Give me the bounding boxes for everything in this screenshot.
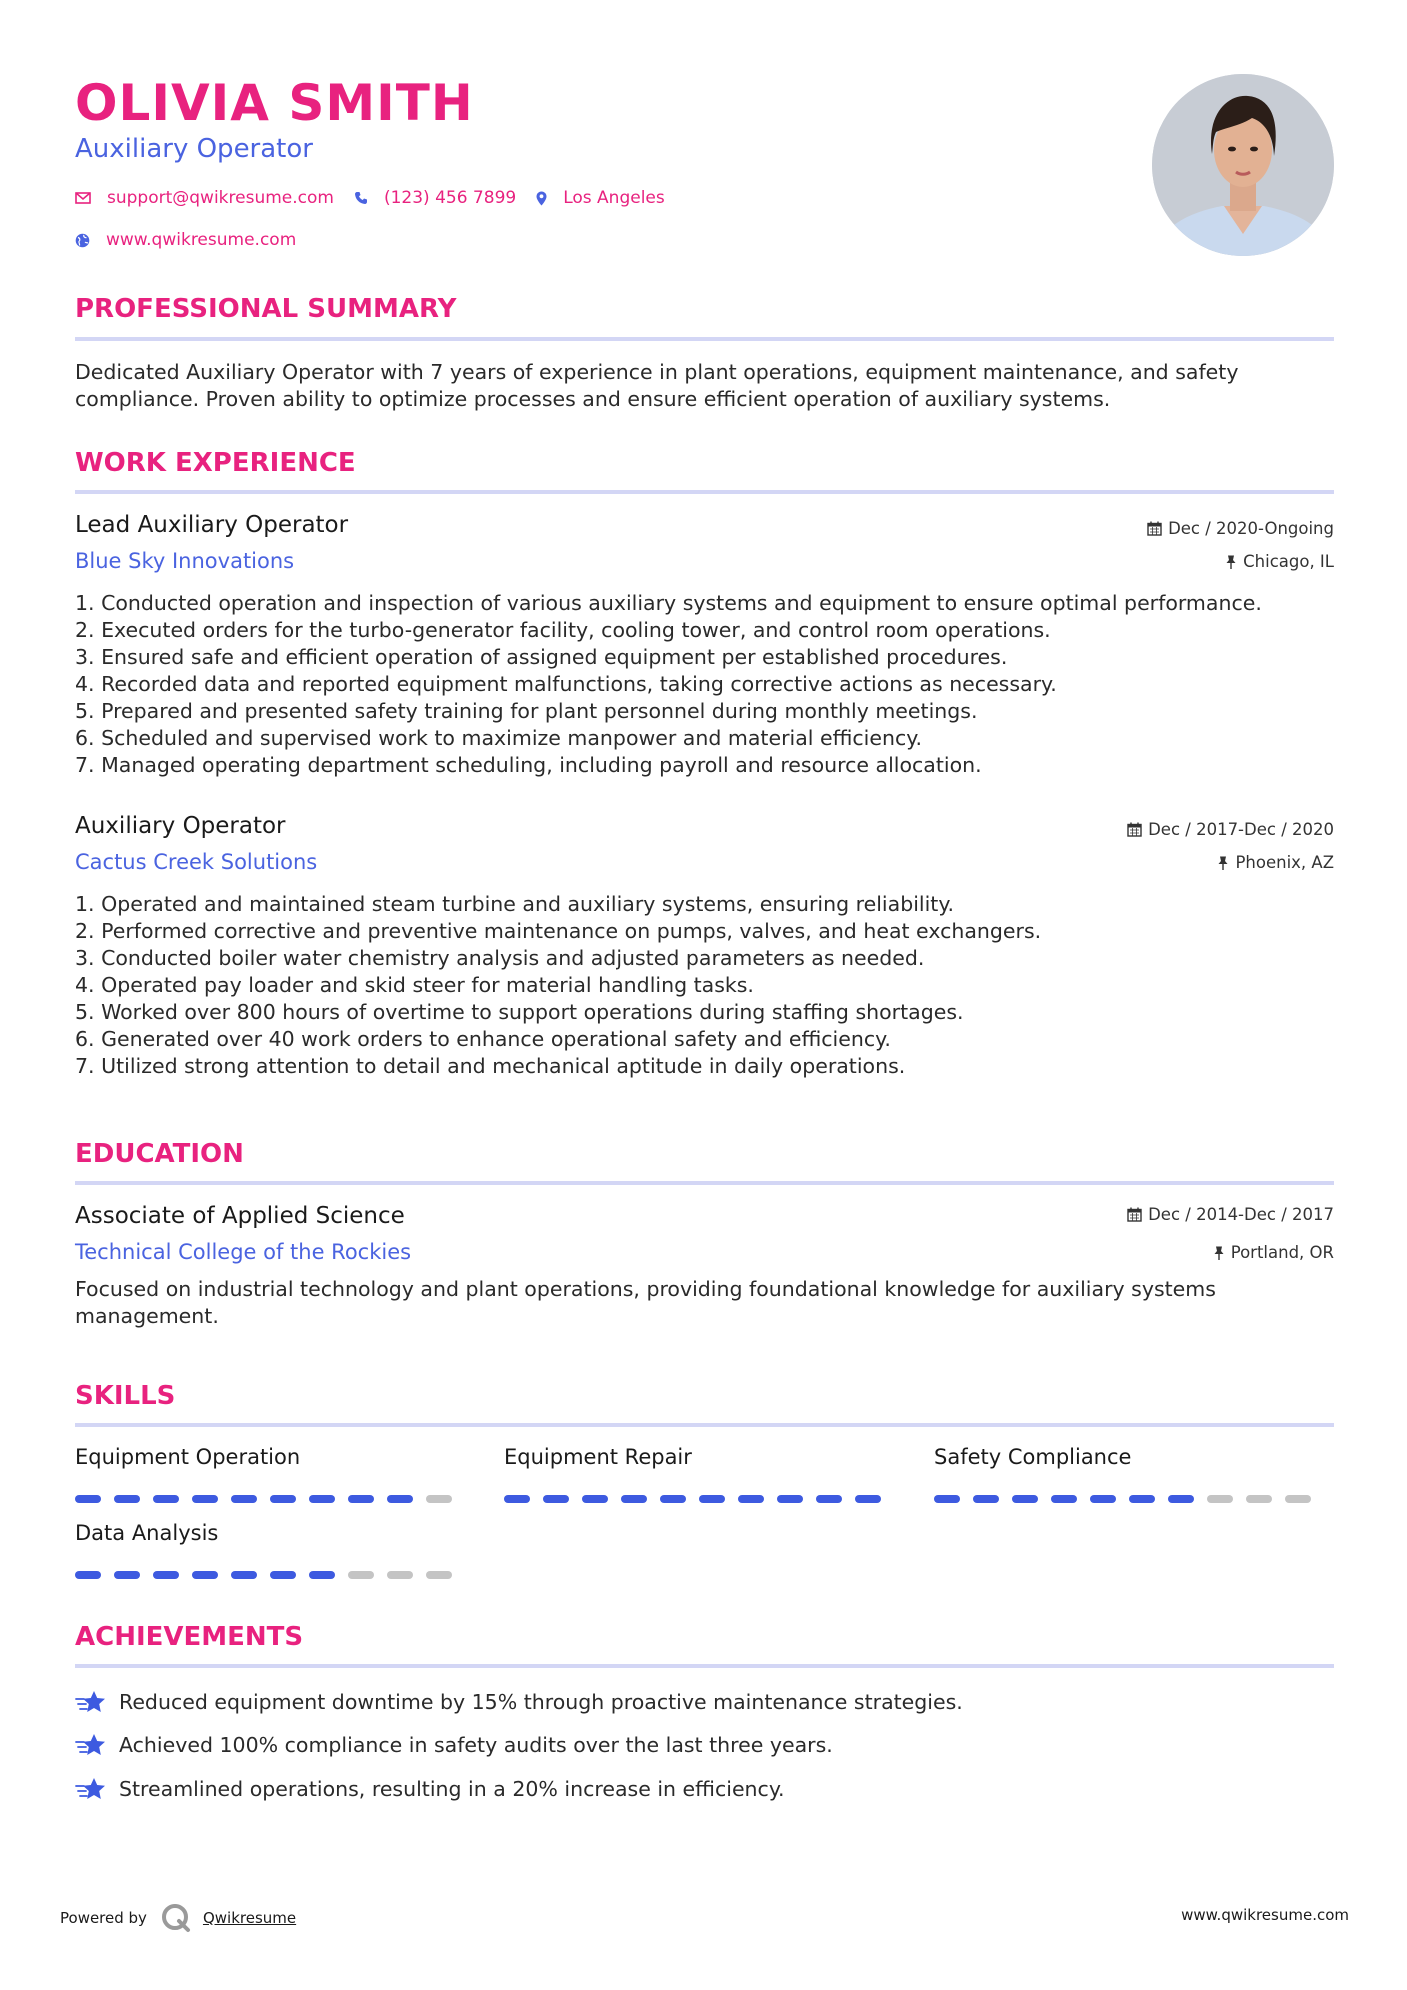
list-item: 5. Prepared and presented safety training for plant personnel during monthly meetings. <box>75 699 978 723</box>
list-item: 1. Operated and maintained steam turbine and auxiliary systems, ensuring reliability. <box>75 892 955 916</box>
contact-email[interactable] <box>75 188 334 208</box>
contact-row-2 <box>75 230 316 250</box>
skill-segment-filled <box>309 1495 335 1503</box>
skill-segment-filled <box>699 1495 725 1503</box>
list-item: 5. Worked over 800 hours of overtime to support operations during staffing shortages. <box>75 1000 964 1024</box>
summary-divider <box>75 337 1334 341</box>
job-bullets <box>75 891 1335 1080</box>
education-location-text: Portland, OR <box>1230 1243 1334 1262</box>
profile-photo <box>1152 74 1334 256</box>
skill-segment-filled <box>1012 1495 1038 1503</box>
skill-segment-filled <box>192 1571 218 1579</box>
contact-row <box>75 188 685 208</box>
contact-phone[interactable] <box>354 188 516 208</box>
contact-website[interactable] <box>75 230 296 250</box>
skill-segment-empty <box>1246 1495 1272 1503</box>
list-item: 4. Operated pay loader and skid steer for material handling tasks. <box>75 973 754 997</box>
achievement-item <box>75 1689 963 1715</box>
star-icon <box>75 1689 107 1715</box>
skill-meter <box>75 1495 465 1503</box>
list-item: 1. Conducted operation and inspection of various auxiliary systems and equipment to ensure optimal performance. <box>75 591 1262 615</box>
list-item: 2. Executed orders for the turbo-generator facility, cooling tower, and control room operations. <box>75 618 1051 642</box>
skill-segment-filled <box>231 1571 257 1579</box>
phone-icon <box>354 191 368 205</box>
skill-segment-empty <box>426 1495 452 1503</box>
qwikresume-logo-icon <box>161 1903 191 1933</box>
star-icon <box>75 1776 107 1802</box>
education-heading: EDUCATION <box>75 1139 244 1169</box>
summary-heading: PROFESSIONAL SUMMARY <box>75 294 457 324</box>
skill-segment-filled <box>348 1495 374 1503</box>
education-description: Focused on industrial technology and plant operations, providing foundational knowledge for auxiliary systems management. <box>75 1277 1216 1328</box>
company-name: Blue Sky Innovations <box>75 549 295 573</box>
skill-segment-filled <box>75 1495 101 1503</box>
skill-segment-filled <box>387 1495 413 1503</box>
location-text: Los Angeles <box>563 188 665 208</box>
achievements-divider <box>75 1664 1334 1668</box>
achievement-text: Streamlined operations, resulting in a 20% increase in efficiency. <box>119 1777 785 1801</box>
job-date <box>1127 820 1334 839</box>
skill-segment-filled <box>660 1495 686 1503</box>
skill-segment-filled <box>1090 1495 1116 1503</box>
powered-by-text: Powered by <box>60 1909 147 1927</box>
skill-name: Equipment Operation <box>75 1445 301 1469</box>
education-date <box>1127 1205 1334 1224</box>
skill-name: Safety Compliance <box>934 1445 1132 1469</box>
list-item: 3. Conducted boiler water chemistry analysis and adjusted parameters as needed. <box>75 946 925 970</box>
avatar <box>1152 74 1334 256</box>
education-location <box>1213 1243 1334 1262</box>
achievement-text: Reduced equipment downtime by 15% through proactive maintenance strategies. <box>119 1690 963 1714</box>
skill-meter <box>75 1571 465 1579</box>
job-title: Auxiliary Operator <box>75 813 286 839</box>
school-name: Technical College of the Rockies <box>75 1240 412 1264</box>
skill-segment-filled <box>153 1571 179 1579</box>
skill-meter <box>504 1495 894 1503</box>
star-icon <box>75 1732 107 1758</box>
achievement-text: Achieved 100% compliance in safety audits over the last three years. <box>119 1733 833 1757</box>
experience-divider <box>75 490 1334 494</box>
skill-segment-filled <box>270 1495 296 1503</box>
skill-segment-filled <box>504 1495 530 1503</box>
job-date-text: Dec / 2017-Dec / 2020 <box>1148 820 1334 839</box>
footer-brand-link[interactable]: Qwikresume <box>202 1909 297 1927</box>
pushpin-icon <box>1225 555 1237 569</box>
pushpin-icon <box>1213 1246 1225 1260</box>
achievement-item <box>75 1776 785 1802</box>
candidate-title: Auxiliary Operator <box>75 134 313 164</box>
skill-segment-filled <box>114 1571 140 1579</box>
skill-segment-empty <box>387 1571 413 1579</box>
skill-segment-filled <box>855 1495 881 1503</box>
calendar-icon <box>1147 521 1162 536</box>
achievement-item <box>75 1732 833 1758</box>
education-date-text: Dec / 2014-Dec / 2017 <box>1148 1205 1334 1224</box>
skill-segment-filled <box>309 1571 335 1579</box>
skill-name: Data Analysis <box>75 1521 219 1545</box>
envelope-icon <box>75 192 91 204</box>
skill-segment-empty <box>348 1571 374 1579</box>
skill-segment-filled <box>934 1495 960 1503</box>
list-item: 7. Utilized strong attention to detail and mechanical aptitude in daily operations. <box>75 1054 906 1078</box>
company-name: Cactus Creek Solutions <box>75 850 318 874</box>
skill-segment-filled <box>1168 1495 1194 1503</box>
skills-heading: SKILLS <box>75 1381 176 1411</box>
skill-segment-empty <box>1285 1495 1311 1503</box>
skill-segment-filled <box>114 1495 140 1503</box>
list-item: 3. Ensured safe and efficient operation of assigned equipment per established procedures. <box>75 645 1008 669</box>
website-text: www.qwikresume.com <box>106 230 297 250</box>
footer-url[interactable]: www.qwikresume.com <box>1181 1906 1349 1924</box>
skill-segment-filled <box>1051 1495 1077 1503</box>
footer-powered-by <box>60 1903 296 1933</box>
job-location <box>1225 552 1334 571</box>
pushpin-icon <box>1217 856 1229 870</box>
job-date <box>1147 519 1334 538</box>
education-divider <box>75 1181 1334 1185</box>
skill-segment-filled <box>582 1495 608 1503</box>
job-title: Lead Auxiliary Operator <box>75 512 349 538</box>
skill-segment-filled <box>738 1495 764 1503</box>
job-location <box>1217 853 1334 872</box>
experience-heading: WORK EXPERIENCE <box>75 448 356 478</box>
skill-segment-filled <box>231 1495 257 1503</box>
skill-segment-filled <box>543 1495 569 1503</box>
list-item: 7. Managed operating department scheduling, including payroll and resource allocation. <box>75 753 982 777</box>
skill-segment-empty <box>426 1571 452 1579</box>
contact-location <box>536 188 665 208</box>
job-location-text: Phoenix, AZ <box>1235 853 1334 872</box>
skill-segment-filled <box>270 1571 296 1579</box>
map-pin-icon <box>536 191 547 206</box>
email-text: support@qwikresume.com <box>107 188 334 208</box>
skill-segment-filled <box>777 1495 803 1503</box>
list-item: 2. Performed corrective and preventive maintenance on pumps, valves, and heat exchangers. <box>75 919 1042 943</box>
degree-title: Associate of Applied Science <box>75 1203 405 1229</box>
skill-meter <box>934 1495 1324 1503</box>
calendar-icon <box>1127 822 1142 837</box>
skills-divider <box>75 1423 1334 1427</box>
phone-text: (123) 456 7899 <box>383 188 517 208</box>
job-bullets <box>75 590 1335 779</box>
skill-segment-filled <box>75 1571 101 1579</box>
globe-icon <box>75 233 90 248</box>
summary-text: Dedicated Auxiliary Operator with 7 years of experience in plant operations, equipment maintenance, and safety compliance. Proven ability to optimize processes and ensure efficient operation of auxiliary systems. <box>75 360 1239 411</box>
calendar-icon <box>1127 1207 1142 1222</box>
skill-segment-filled <box>1129 1495 1155 1503</box>
skill-segment-filled <box>153 1495 179 1503</box>
job-location-text: Chicago, IL <box>1243 552 1334 571</box>
skill-segment-filled <box>621 1495 647 1503</box>
skill-name: Equipment Repair <box>504 1445 692 1469</box>
skill-segment-filled <box>816 1495 842 1503</box>
list-item: 6. Generated over 40 work orders to enhance operational safety and efficiency. <box>75 1027 891 1051</box>
candidate-name: OLIVIA SMITH <box>75 74 474 132</box>
list-item: 4. Recorded data and reported equipment malfunctions, taking corrective actions as necessary. <box>75 672 1057 696</box>
skill-segment-filled <box>192 1495 218 1503</box>
list-item: 6. Scheduled and supervised work to maximize manpower and material efficiency. <box>75 726 922 750</box>
skill-segment-empty <box>1207 1495 1233 1503</box>
job-date-text: Dec / 2020-Ongoing <box>1168 519 1334 538</box>
skill-segment-filled <box>973 1495 999 1503</box>
achievements-heading: ACHIEVEMENTS <box>75 1622 304 1652</box>
